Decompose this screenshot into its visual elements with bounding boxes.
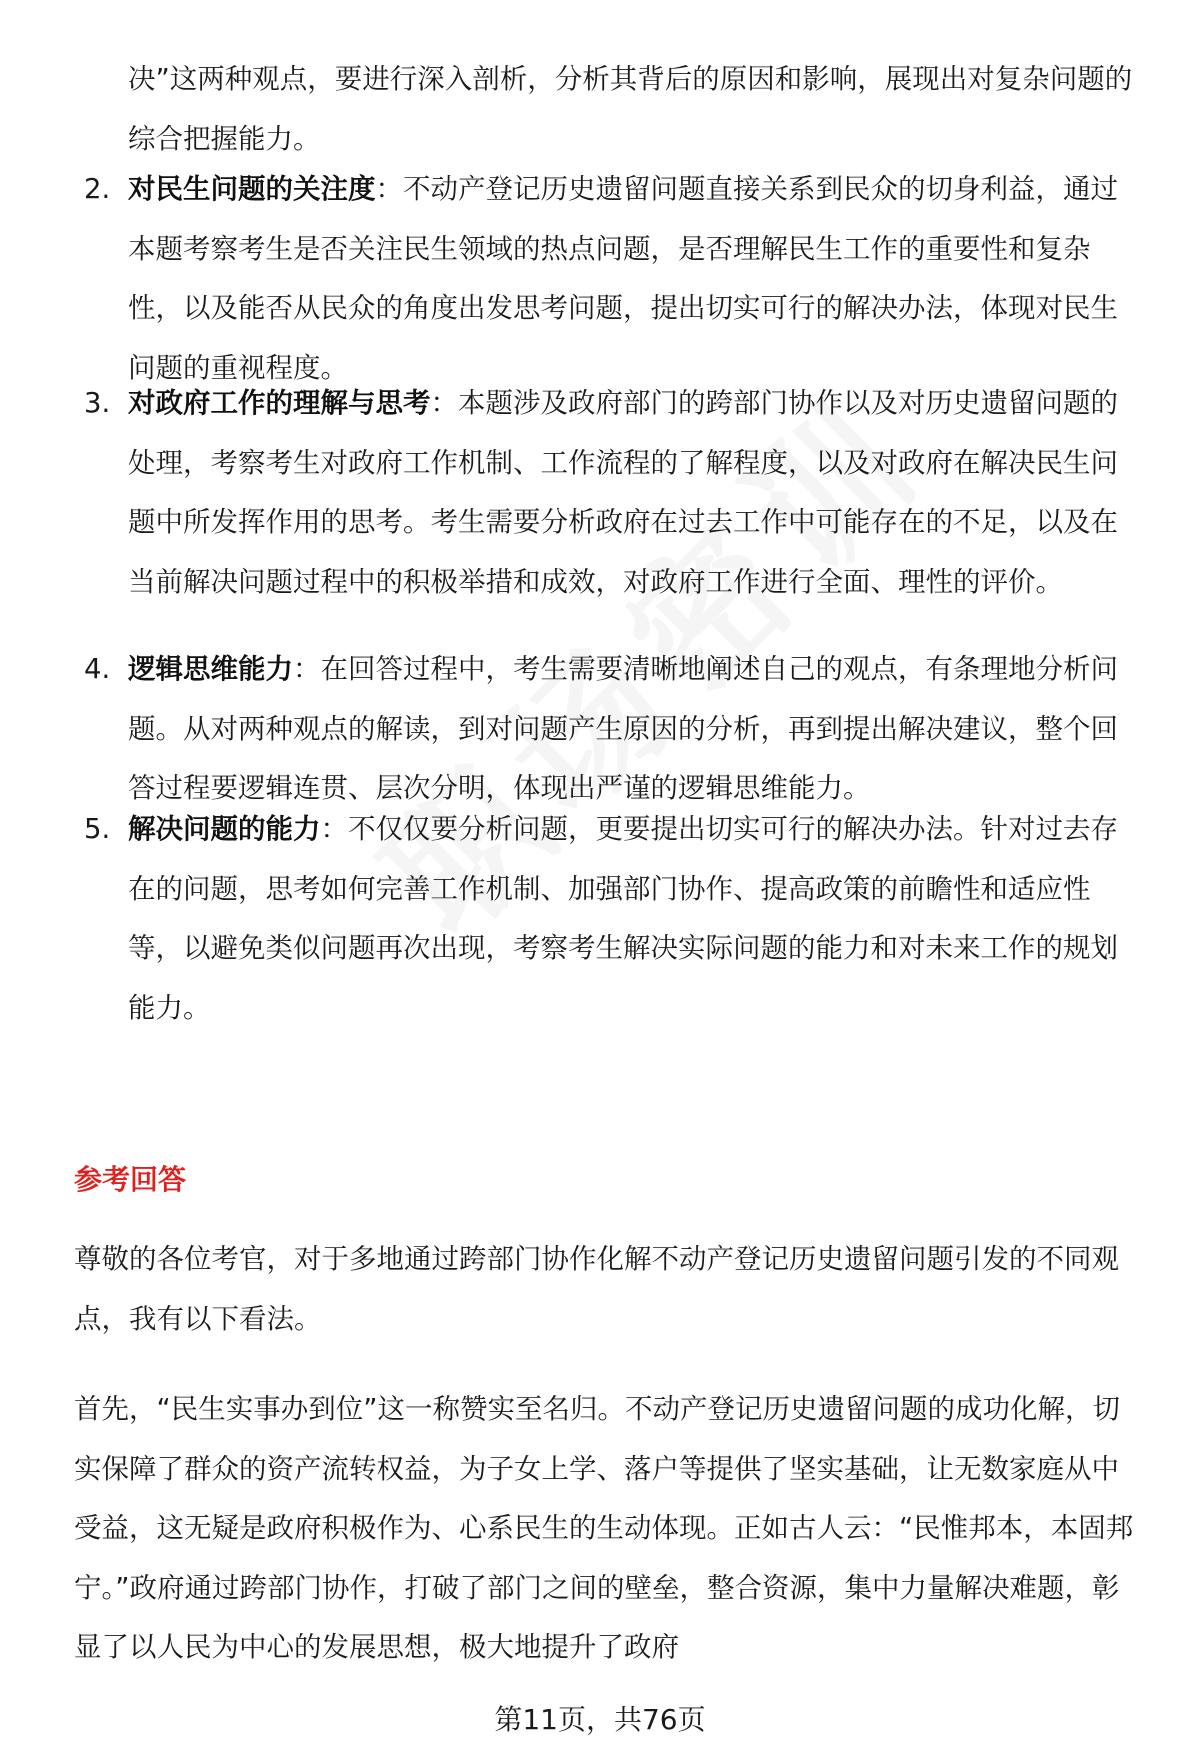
list-item-number: 2. xyxy=(84,173,111,205)
list-item-text: ：不动产登记历史遗留问题直接关系到民众的切身利益，通过本题考察考生是否关注民生领域的热点问题，是否理解民生工作的重要性和复杂性，以及能否从民众的角度出发思考问题，提出切实可行的解决办法，体现对民生问题的重视程度。 xyxy=(128,173,1118,384)
list-item xyxy=(84,374,1143,612)
list-item-title: 解决问题的能力 xyxy=(128,813,321,845)
list-item-text: ：不仅仅要分析问题，更要提出切实可行的解决办法。针对过去存在的问题，思考如何完善工作机制、加强部门协作、提高政策的前瞻性和适应性等，以避免类似问题再次出现，考察考生解决实际问题的能力和对未来工作的规划能力。 xyxy=(128,813,1118,1024)
list-item-number: 3. xyxy=(84,387,111,419)
page-footer xyxy=(0,1700,1200,1740)
list-item-title: 对民生问题的关注度 xyxy=(128,173,376,205)
paragraph: 尊敬的各位考官，对于多地通过跨部门协作化解不动产登记历史遗留问题引发的不同观点，我有以下看法。 xyxy=(74,1243,1119,1335)
list-item xyxy=(84,160,1143,398)
page-number-label: 第11页，共76页 xyxy=(494,1703,706,1736)
list-item-number: 5. xyxy=(84,813,111,845)
list-item-title: 对政府工作的理解与思考 xyxy=(128,387,431,419)
section-heading: 参考回答 xyxy=(74,1163,187,1196)
list-item-number: 4. xyxy=(84,653,111,685)
list-item-title: 逻辑思维能力 xyxy=(128,653,293,685)
paragraph: 首先，“民生实事办到位”这一称赞实至名归。不动产登记历史遗留问题的成功化解，切实保障了群众的资产流转权益，为子女上学、落户等提供了坚实基础，让无数家庭从中受益，这无疑是政府积极作为、心系民生的生动体现。正如古人云：“民惟邦本，本固邦宁。”政府通过跨部门协作，打破了部门之间的壁垒，整合资源，集中力量解决难题，彰显了以人民为中心的发展思想，极大地提升了政府 xyxy=(74,1393,1134,1663)
continuation-text: 决”这两种观点，要进行深入剖析，分析其背后的原因和影响，展现出对复杂问题的综合把握能力。 xyxy=(128,63,1133,155)
list-item-text: ：本题涉及政府部门的跨部门协作以及对历史遗留问题的处理，考察考生对政府工作机制、工作流程的了解程度，以及对政府在解决民生问题中所发挥作用的思考。考生需要分析政府在过去工作中可能存在的不足，以及在当前解决问题过程中的积极举措和成效，对政府工作进行全面、理性的评价。 xyxy=(128,387,1118,598)
list-item xyxy=(84,640,1143,819)
list-item xyxy=(84,800,1143,1038)
list-item-text: ：在回答过程中，考生需要清晰地阐述自己的观点，有条理地分析问题。从对两种观点的解读，到对问题产生原因的分析，再到提出解决建议，整个回答过程要逻辑连贯、层次分明，体现出严谨的逻辑思维能力。 xyxy=(128,653,1118,804)
